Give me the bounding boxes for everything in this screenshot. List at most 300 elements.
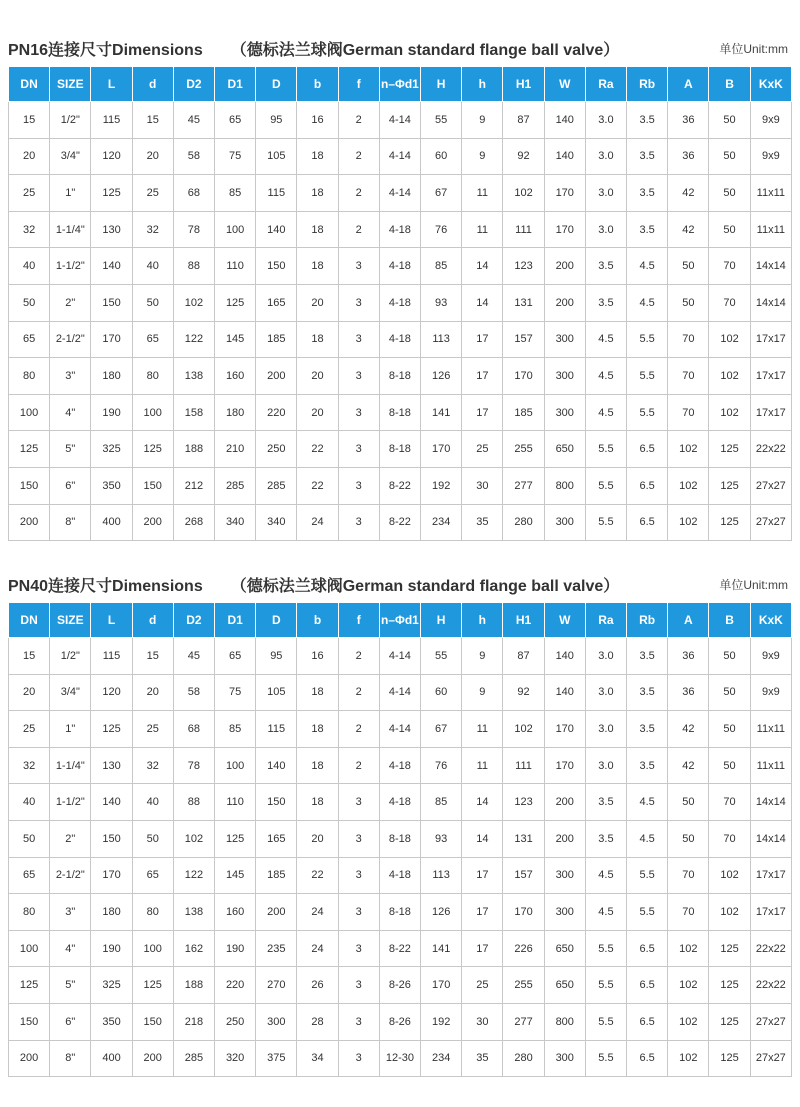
table-cell: 42 [668,175,709,212]
table-row [9,747,792,784]
table-cell: 170 [544,211,585,248]
table-cell: 34 [297,1040,338,1077]
table-cell: 5.5 [627,857,668,894]
table-cell: 170 [544,175,585,212]
table-cell: 75 [215,674,256,711]
table-cell: 15 [132,102,173,139]
table-cell: 8-26 [379,967,420,1004]
table-cell: 18 [297,321,338,358]
table-cell: 20 [132,138,173,175]
table-cell: 40 [9,248,50,285]
table-cell: 200 [544,820,585,857]
table-cell: 78 [173,747,214,784]
table-cell: 32 [132,211,173,248]
table-cell: 60 [421,674,462,711]
column-header: b [297,603,338,638]
table-cell: 140 [256,211,297,248]
table-cell: 650 [544,431,585,468]
table-cell: 165 [256,284,297,321]
table-cell: 5.5 [585,1003,626,1040]
table-cell: 5.5 [585,504,626,541]
table-row [9,248,792,285]
column-header: DN [9,67,50,102]
table-cell: 14x14 [750,284,791,321]
table-cell: 3 [338,930,379,967]
table-cell: 20 [297,358,338,395]
table-cell: 80 [9,358,50,395]
table-cell: 220 [215,967,256,1004]
table-cell: 85 [215,175,256,212]
table-cell: 87 [503,102,544,139]
table-cell: 4.5 [585,894,626,931]
table-cell: 3 [338,504,379,541]
table-cell: 60 [421,138,462,175]
table-cell: 25 [132,711,173,748]
table-cell: 35 [462,1040,503,1077]
column-header: h [462,67,503,102]
column-header: Rb [627,67,668,102]
title-main: PN16连接尺寸Dimensions [8,42,203,59]
table-cell: 102 [173,820,214,857]
table-cell: 55 [421,638,462,675]
column-header: L [91,67,132,102]
table-cell: 226 [503,930,544,967]
table-cell: 150 [256,248,297,285]
table-cell: 3.5 [627,747,668,784]
table-cell: 45 [173,638,214,675]
table-cell: 65 [132,321,173,358]
table-cell: 42 [668,711,709,748]
table-cell: 4.5 [585,394,626,431]
table-cell: 9 [462,674,503,711]
table-cell: 3 [338,967,379,1004]
table-cell: 70 [668,321,709,358]
table-cell: 4-18 [379,284,420,321]
table-cell: 9x9 [750,674,791,711]
table-cell: 67 [421,711,462,748]
table-cell: 180 [91,358,132,395]
table-cell: 4-14 [379,674,420,711]
column-header: D [256,603,297,638]
table-cell: 17x17 [750,358,791,395]
table-cell: 24 [297,930,338,967]
column-header: d [132,603,173,638]
table-cell: 5.5 [585,431,626,468]
table-cell: 200 [544,284,585,321]
table-cell: 40 [132,248,173,285]
table-cell: 3 [338,284,379,321]
table-cell: 6.5 [627,431,668,468]
table-cell: 9 [462,138,503,175]
table-cell: 3.0 [585,638,626,675]
table-cell: 17x17 [750,857,791,894]
table-cell: 2 [338,638,379,675]
table-cell: 18 [297,175,338,212]
table-cell: 6.5 [627,467,668,504]
table-cell: 300 [544,1040,585,1077]
table-row [9,894,792,931]
table-cell: 50 [132,820,173,857]
table-cell: 11 [462,747,503,784]
column-header: H1 [503,603,544,638]
table-cell: 192 [421,467,462,504]
table-cell: 8-22 [379,504,420,541]
table-cell: 30 [462,1003,503,1040]
table-cell: 120 [91,138,132,175]
table-cell: 160 [215,894,256,931]
table-cell: 25 [462,967,503,1004]
table-cell: 32 [132,747,173,784]
table-cell: 125 [709,431,750,468]
column-header: H1 [503,67,544,102]
table-cell: 3.5 [627,138,668,175]
table-cell: 111 [503,211,544,248]
section-title [8,573,619,596]
table-cell: 18 [297,674,338,711]
table-cell: 138 [173,894,214,931]
table-cell: 140 [544,102,585,139]
table-cell: 4-18 [379,857,420,894]
table-cell: 123 [503,248,544,285]
table-cell: 123 [503,784,544,821]
table-cell: 4-18 [379,211,420,248]
table-cell: 27x27 [750,1003,791,1040]
table-cell: 1-1/4" [50,747,91,784]
table-cell: 3.5 [585,284,626,321]
column-header: h [462,603,503,638]
table-cell: 102 [668,967,709,1004]
table-cell: 234 [421,504,462,541]
dimensions-table [8,602,792,1077]
table-cell: 11x11 [750,711,791,748]
table-cell: 5.5 [627,394,668,431]
table-cell: 3 [338,1003,379,1040]
table-cell: 3.5 [585,784,626,821]
table-cell: 150 [132,1003,173,1040]
table-cell: 105 [256,138,297,175]
table-cell: 11 [462,211,503,248]
table-cell: 250 [215,1003,256,1040]
table-cell: 122 [173,857,214,894]
table-cell: 2 [338,175,379,212]
table-cell: 285 [256,467,297,504]
column-header: f [338,603,379,638]
table-cell: 6" [50,467,91,504]
table-cell: 5.5 [585,467,626,504]
table-cell: 218 [173,1003,214,1040]
table-cell: 2" [50,284,91,321]
table-cell: 22 [297,467,338,504]
table-cell: 92 [503,138,544,175]
table-cell: 50 [668,784,709,821]
column-header: SIZE [50,603,91,638]
table-cell: 200 [9,1040,50,1077]
table-cell: 125 [709,930,750,967]
table-cell: 4.5 [627,284,668,321]
table-cell: 210 [215,431,256,468]
table-cell: 120 [91,674,132,711]
table-cell: 650 [544,967,585,1004]
table-cell: 125 [132,431,173,468]
table-cell: 4-14 [379,138,420,175]
table-cell: 22x22 [750,930,791,967]
table-cell: 125 [91,711,132,748]
table-cell: 3 [338,820,379,857]
table-cell: 3 [338,358,379,395]
table-cell: 17 [462,321,503,358]
table-cell: 1/2" [50,638,91,675]
table-cell: 22 [297,857,338,894]
table-cell: 185 [503,394,544,431]
table-cell: 3.5 [627,638,668,675]
table-cell: 85 [215,711,256,748]
table-cell: 50 [132,284,173,321]
table-cell: 102 [668,1040,709,1077]
table-cell: 50 [709,138,750,175]
table-cell: 9x9 [750,638,791,675]
table-row [9,394,792,431]
table-cell: 11x11 [750,747,791,784]
table-cell: 3 [338,857,379,894]
table-cell: 185 [256,321,297,358]
table-cell: 170 [503,894,544,931]
table-row [9,930,792,967]
table-cell: 100 [215,747,256,784]
table-cell: 27x27 [750,467,791,504]
table-cell: 270 [256,967,297,1004]
table-cell: 3.0 [585,102,626,139]
table-cell: 8-18 [379,394,420,431]
table-cell: 20 [297,394,338,431]
column-header: n–Φd1 [379,67,420,102]
table-cell: 400 [91,504,132,541]
table-cell: 180 [91,894,132,931]
table-cell: 170 [91,857,132,894]
table-cell: 2-1/2" [50,321,91,358]
table-cell: 93 [421,284,462,321]
table-cell: 32 [9,211,50,248]
table-cell: 55 [421,102,462,139]
table-cell: 212 [173,467,214,504]
table-cell: 25 [9,711,50,748]
table-cell: 4.5 [585,857,626,894]
table-cell: 105 [256,674,297,711]
table-cell: 300 [544,894,585,931]
table-cell: 18 [297,248,338,285]
table-cell: 192 [421,1003,462,1040]
column-header: D1 [215,603,256,638]
table-cell: 11x11 [750,211,791,248]
table-cell: 800 [544,1003,585,1040]
table-cell: 300 [544,358,585,395]
table-cell: 80 [9,894,50,931]
header-row [9,67,792,102]
table-cell: 126 [421,358,462,395]
table-cell: 6.5 [627,504,668,541]
column-header: n–Φd1 [379,603,420,638]
table-cell: 3" [50,358,91,395]
table-cell: 80 [132,358,173,395]
table-cell: 27x27 [750,504,791,541]
table-cell: 2-1/2" [50,857,91,894]
table-cell: 50 [9,284,50,321]
column-header: D2 [173,603,214,638]
table-cell: 102 [709,321,750,358]
table-cell: 65 [9,857,50,894]
table-cell: 42 [668,211,709,248]
table-cell: 150 [9,1003,50,1040]
table-cell: 32 [9,747,50,784]
table-cell: 3.5 [627,711,668,748]
table-cell: 8-18 [379,894,420,931]
table-cell: 3.0 [585,711,626,748]
table-cell: 85 [421,784,462,821]
table-cell: 268 [173,504,214,541]
table-cell: 102 [668,504,709,541]
table-cell: 6.5 [627,930,668,967]
table-cell: 3 [338,394,379,431]
table-row [9,967,792,1004]
table-cell: 113 [421,321,462,358]
table-cell: 102 [668,1003,709,1040]
table-cell: 255 [503,967,544,1004]
table-cell: 115 [256,711,297,748]
table-cell: 50 [709,711,750,748]
table-cell: 28 [297,1003,338,1040]
table-cell: 8-18 [379,358,420,395]
table-cell: 340 [256,504,297,541]
table-cell: 188 [173,967,214,1004]
table-cell: 18 [297,711,338,748]
column-header: D2 [173,67,214,102]
table-cell: 92 [503,674,544,711]
table-cell: 70 [709,820,750,857]
table-row [9,820,792,857]
table-cell: 5" [50,431,91,468]
column-header: D1 [215,67,256,102]
table-cell: 3.5 [627,102,668,139]
table-cell: 8-18 [379,431,420,468]
table-cell: 8-26 [379,1003,420,1040]
table-cell: 95 [256,638,297,675]
table-cell: 115 [91,102,132,139]
table-cell: 1" [50,175,91,212]
table-cell: 100 [9,394,50,431]
section-header [0,566,800,602]
table-cell: 2 [338,711,379,748]
table-row [9,1003,792,1040]
table-cell: 1-1/2" [50,784,91,821]
table-cell: 125 [91,175,132,212]
column-header: H [421,603,462,638]
table-cell: 5.5 [627,894,668,931]
table-cell: 170 [91,321,132,358]
table-cell: 17 [462,358,503,395]
table-cell: 130 [91,747,132,784]
table-cell: 220 [256,394,297,431]
table-cell: 14 [462,820,503,857]
table-cell: 80 [132,894,173,931]
table-cell: 4.5 [585,321,626,358]
column-header: f [338,67,379,102]
table-cell: 800 [544,467,585,504]
column-header: b [297,67,338,102]
table-cell: 9x9 [750,138,791,175]
table-cell: 6.5 [627,1003,668,1040]
table-cell: 158 [173,394,214,431]
table-row [9,674,792,711]
table-row [9,857,792,894]
table-cell: 14x14 [750,820,791,857]
pn40-section [0,566,800,1077]
table-cell: 4-14 [379,175,420,212]
table-cell: 102 [668,467,709,504]
table-cell: 5.5 [585,967,626,1004]
table-row [9,711,792,748]
table-cell: 150 [91,284,132,321]
table-cell: 75 [215,138,256,175]
table-row [9,284,792,321]
table-row [9,467,792,504]
table-cell: 102 [503,711,544,748]
table-cell: 36 [668,138,709,175]
column-header: Ra [585,67,626,102]
pn16-section [0,30,800,541]
table-cell: 170 [544,711,585,748]
table-cell: 165 [256,820,297,857]
table-row [9,321,792,358]
column-header: KxK [750,603,791,638]
table-cell: 2" [50,820,91,857]
table-cell: 300 [544,394,585,431]
table-cell: 125 [709,467,750,504]
table-cell: 200 [256,894,297,931]
table-cell: 14 [462,284,503,321]
table-cell: 70 [709,248,750,285]
table-cell: 30 [462,467,503,504]
table-cell: 3.0 [585,138,626,175]
table-cell: 300 [544,504,585,541]
table-row [9,638,792,675]
table-cell: 93 [421,820,462,857]
table-cell: 2 [338,138,379,175]
table-cell: 20 [297,284,338,321]
table-cell: 125 [709,967,750,1004]
table-cell: 87 [503,638,544,675]
table-cell: 14 [462,784,503,821]
dimensions-table [8,66,792,541]
table-cell: 200 [544,784,585,821]
table-cell: 125 [215,284,256,321]
table-cell: 4-14 [379,102,420,139]
table-cell: 1" [50,711,91,748]
table-cell: 42 [668,747,709,784]
table-cell: 36 [668,674,709,711]
table-cell: 65 [9,321,50,358]
table-cell: 14x14 [750,248,791,285]
table-cell: 122 [173,321,214,358]
table-cell: 280 [503,1040,544,1077]
table-cell: 40 [9,784,50,821]
table-cell: 150 [132,467,173,504]
table-cell: 65 [215,638,256,675]
column-header: d [132,67,173,102]
table-cell: 4-18 [379,784,420,821]
table-cell: 70 [668,394,709,431]
table-cell: 65 [132,857,173,894]
table-cell: 20 [297,820,338,857]
table-cell: 70 [709,284,750,321]
